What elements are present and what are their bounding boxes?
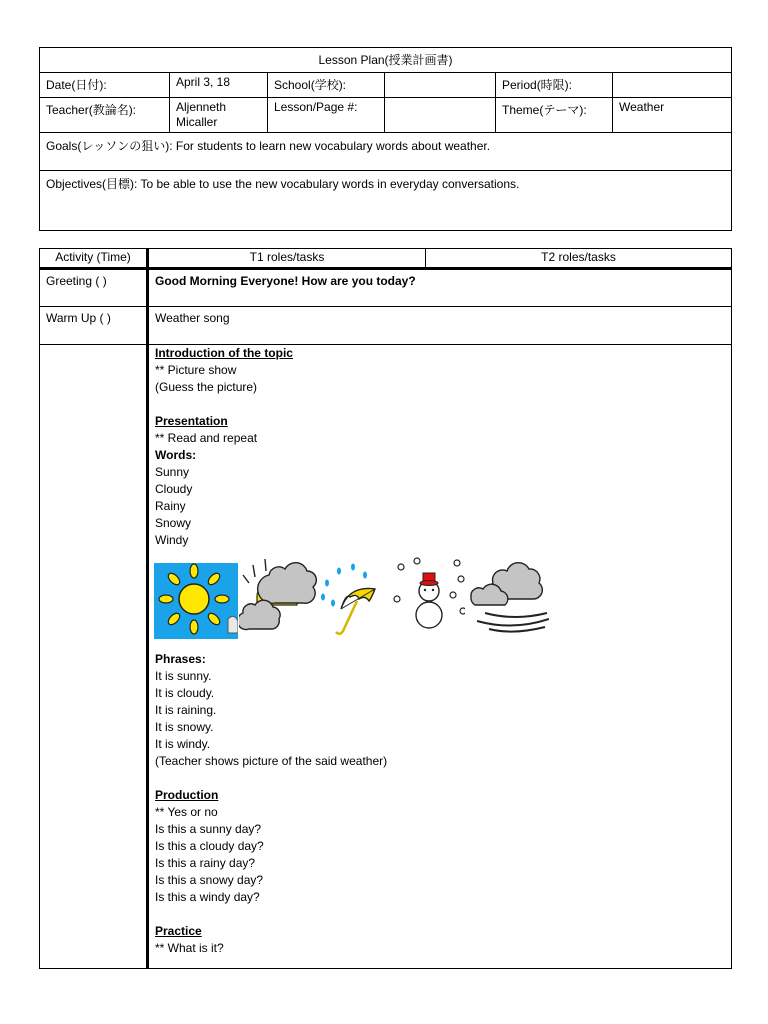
presentation-line: ** Read and repeat [155, 431, 258, 445]
intro-line-1: ** Picture show [155, 363, 237, 377]
phrases-title: Phrases: [155, 652, 206, 666]
phrase-6: (Teacher shows picture of the said weather) [155, 754, 388, 768]
col-t2-header: T2 roles/tasks [426, 249, 732, 269]
greeting-label: Greeting ( ) [40, 269, 148, 307]
phrase-5: It is windy. [155, 737, 211, 751]
school-label: School(学校): [268, 73, 385, 98]
warmup-text: Weather song [148, 307, 732, 345]
snowy-picture [393, 555, 465, 637]
words-title: Words: [155, 448, 197, 462]
cloudy-picture [239, 557, 317, 637]
school-value [385, 73, 496, 98]
theme-value: Weather [613, 98, 732, 133]
col-t1-header: T1 roles/tasks [148, 249, 426, 269]
period-value [613, 73, 732, 98]
word-rainy: Rainy [155, 499, 186, 513]
lesson-label: Lesson/Page #: [268, 98, 385, 133]
objectives-text: Objectives(目標): To be able to use the new vocabulary words in everyday conversations. [40, 171, 732, 231]
lesson-plan-header-table [39, 47, 732, 231]
teacher-label: Teacher(教論名): [40, 98, 170, 133]
presentation-title: Presentation [155, 414, 228, 428]
practice-title: Practice [155, 924, 202, 938]
production-line-5: Is this a snowy day? [155, 873, 264, 887]
greeting-text: Good Morning Everyone! How are you today? [148, 269, 732, 307]
goals-text: Goals(レッソンの狙い): For students to learn new vocabulary words about weather. [40, 133, 732, 171]
phrase-2: It is cloudy. [155, 686, 215, 700]
intro-title: Introduction of the topic [155, 346, 293, 360]
practice-line: ** What is it? [155, 941, 224, 955]
phrase-1: It is sunny. [155, 669, 212, 683]
teacher-name-line2: Micaller [176, 115, 218, 129]
word-cloudy: Cloudy [155, 482, 193, 496]
sunny-picture [154, 563, 238, 639]
word-snowy: Snowy [155, 516, 192, 530]
production-line-3: Is this a cloudy day? [155, 839, 264, 853]
date-value: April 3, 18 [170, 73, 268, 98]
col-activity-header: Activity (Time) [40, 249, 148, 269]
word-sunny: Sunny [155, 465, 190, 479]
weather-pictures [155, 551, 725, 651]
activities-table [39, 248, 732, 969]
production-line-6: Is this a windy day? [155, 890, 260, 904]
teacher-value [170, 98, 268, 133]
theme-label: Theme(テーマ): [496, 98, 613, 133]
word-windy: Windy [155, 533, 189, 547]
intro-line-2: (Guess the picture) [155, 380, 258, 394]
production-line-2: Is this a sunny day? [155, 822, 262, 836]
lesson-plan-title: Lesson Plan(授業計画書) [40, 48, 732, 73]
production-line-4: Is this a rainy day? [155, 856, 256, 870]
period-label: Period(時限): [496, 73, 613, 98]
rainy-picture [319, 561, 389, 641]
date-label: Date(日付): [40, 73, 170, 98]
windy-picture [467, 553, 549, 637]
main-content-cell [148, 345, 732, 969]
main-activity-cell [40, 345, 148, 969]
production-title: Production [155, 788, 219, 802]
production-line-1: ** Yes or no [155, 805, 218, 819]
teacher-name-line1: Aljenneth [176, 100, 227, 114]
warmup-label: Warm Up ( ) [40, 307, 148, 345]
phrase-3: It is raining. [155, 703, 217, 717]
lesson-value [385, 98, 496, 133]
phrase-4: It is snowy. [155, 720, 214, 734]
